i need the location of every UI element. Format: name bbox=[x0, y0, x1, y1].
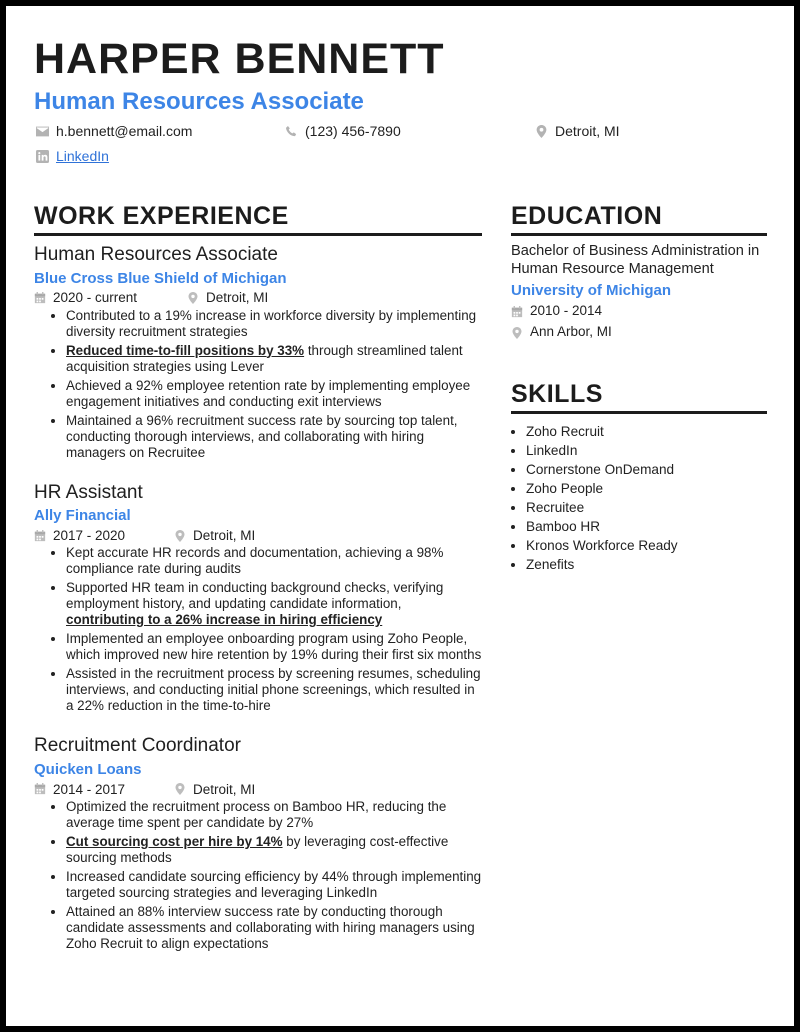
bullet-item bbox=[66, 580, 482, 628]
linkedin-link[interactable]: LinkedIn bbox=[56, 148, 109, 164]
map-pin-icon bbox=[511, 327, 523, 339]
bullet-highlight: Reduced time-to-fill positions by 33% bbox=[66, 342, 305, 358]
job-entry bbox=[34, 481, 482, 715]
job-meta bbox=[34, 781, 482, 799]
job-location-text: Detroit, MI bbox=[206, 290, 269, 305]
job-location-text: Detroit, MI bbox=[193, 527, 256, 543]
job-dates bbox=[34, 289, 187, 307]
skills-list bbox=[511, 422, 767, 574]
bullet-item: • Optimized the recruitment process on Bamboo HR, reducing the average time spent per candidate by 27% bbox=[66, 799, 482, 831]
calendar-icon bbox=[34, 292, 46, 304]
education-section bbox=[511, 202, 767, 342]
job-location-text: Detroit, MI bbox=[193, 781, 256, 797]
job-bullets bbox=[34, 308, 482, 461]
contact-location bbox=[535, 124, 620, 138]
envelope-icon bbox=[36, 125, 49, 138]
bullet-highlight: contributing to a 26% increase in hiring efficiency bbox=[66, 612, 383, 628]
skill-item: • Zoho Recruit bbox=[526, 422, 767, 441]
bullet-item: • Kept accurate HR records and documentation, achieving a 98% compliance rate during audits bbox=[66, 545, 482, 577]
job-title: HR Assistant bbox=[34, 481, 143, 503]
education-location-text: Ann Arbor, MI bbox=[530, 324, 612, 340]
bullet-item: • Attained an 88% interview success rate by conducting thorough candidate assessments and collaborating with hiring managers using Zoho Recruit to align expectations bbox=[66, 904, 482, 952]
map-pin-icon bbox=[174, 530, 186, 542]
job-location bbox=[187, 289, 268, 307]
map-pin-icon bbox=[174, 783, 186, 795]
contact-email bbox=[36, 124, 192, 138]
contact-linkedin bbox=[36, 149, 109, 163]
degree-name: Bachelor of Business Administration in Human Resource Management bbox=[511, 242, 760, 277]
education-dates-text: 2010 - 2014 bbox=[530, 303, 603, 319]
bullet-item bbox=[66, 343, 482, 375]
bullet-text: Supported HR team in conducting background checks, verifying employment history, and updating candidate information, bbox=[66, 580, 444, 612]
phone-icon bbox=[285, 125, 298, 138]
job-title: Recruitment Coordinator bbox=[34, 735, 241, 757]
skills-section bbox=[511, 380, 767, 574]
skill-item: • Bamboo HR bbox=[526, 517, 767, 536]
bullet-item: • Maintained a 96% recruitment success rate by sourcing top talent, conducting thorough interviews, and collaborating with hiring managers on Recruitee bbox=[66, 413, 482, 461]
right-column bbox=[511, 202, 767, 574]
skills-heading: SKILLS bbox=[511, 380, 767, 414]
candidate-name: HARPER BENNETT bbox=[34, 35, 445, 83]
job-dates-text: 2017 - 2020 bbox=[53, 527, 126, 543]
resume-page bbox=[6, 6, 794, 1026]
linkedin-icon bbox=[36, 150, 49, 163]
education-dates bbox=[511, 302, 767, 321]
bullet-item: • Assisted in the recruitment process by screening resumes, scheduling interviews, and conducting initial phone screenings, which resulted in a 22% reduction in the time-to-hire bbox=[66, 666, 482, 714]
school-name: University of Michigan bbox=[511, 281, 672, 299]
bullet-text: through streamlined talent acquisition strategies using Lever bbox=[66, 342, 463, 374]
job-meta bbox=[34, 527, 482, 545]
location-text: Detroit, MI bbox=[555, 123, 620, 139]
company-name: Quicken Loans bbox=[34, 761, 142, 779]
education-location bbox=[511, 323, 767, 342]
education-heading: EDUCATION bbox=[511, 202, 767, 236]
skill-item: • Recruitee bbox=[526, 498, 767, 517]
calendar-icon bbox=[511, 306, 523, 318]
job-dates-text: 2020 - current bbox=[53, 290, 138, 305]
bullet-item: • Contributed to a 19% increase in workforce diversity by implementing diversity recruitment strategies bbox=[66, 308, 482, 340]
job-bullets bbox=[34, 545, 482, 714]
skill-item: • LinkedIn bbox=[526, 441, 767, 460]
work-experience-heading: WORK EXPERIENCE bbox=[34, 202, 482, 236]
skill-item: • Zenefits bbox=[526, 555, 767, 574]
job-dates-text: 2014 - 2017 bbox=[53, 781, 126, 797]
phone-text: (123) 456-7890 bbox=[305, 123, 401, 139]
bullet-item: • Achieved a 92% employee retention rate by implementing employee engagement initiatives and conducting exit interviews bbox=[66, 378, 482, 410]
job-location bbox=[174, 527, 255, 545]
job-bullets bbox=[34, 799, 482, 952]
job-location bbox=[174, 781, 255, 799]
map-pin-icon bbox=[187, 292, 199, 304]
calendar-icon bbox=[34, 530, 46, 542]
job-dates bbox=[34, 781, 174, 799]
skill-item: • Zoho People bbox=[526, 479, 767, 498]
skill-item: • Cornerstone OnDemand bbox=[526, 460, 767, 479]
job-title: Human Resources Associate bbox=[34, 243, 278, 265]
job-entry bbox=[34, 243, 482, 461]
skill-item: • Kronos Workforce Ready bbox=[526, 536, 767, 555]
job-entry bbox=[34, 734, 482, 952]
company-name: Blue Cross Blue Shield of Michigan bbox=[34, 269, 287, 287]
job-dates bbox=[34, 527, 174, 545]
bullet-highlight: Cut sourcing cost per hire by 14% bbox=[66, 834, 283, 850]
contact-phone bbox=[285, 124, 401, 138]
map-pin-icon bbox=[535, 125, 548, 138]
calendar-icon bbox=[34, 783, 46, 795]
bullet-item: • Implemented an employee onboarding program using Zoho People, which improved new hire retention by 19% during their first six months bbox=[66, 631, 482, 663]
candidate-title: Human Resources Associate bbox=[34, 88, 364, 115]
email-text[interactable]: h.bennett@email.com bbox=[56, 123, 193, 139]
bullet-text: by leveraging cost-effective sourcing methods bbox=[66, 834, 449, 866]
company-name: Ally Financial bbox=[34, 507, 131, 525]
bullet-item: • Increased candidate sourcing efficiency by 44% through implementing targeted sourcing strategies and leveraging LinkedIn bbox=[66, 869, 482, 901]
work-experience-section bbox=[34, 202, 482, 955]
job-meta bbox=[34, 289, 482, 307]
bullet-item bbox=[66, 834, 482, 866]
